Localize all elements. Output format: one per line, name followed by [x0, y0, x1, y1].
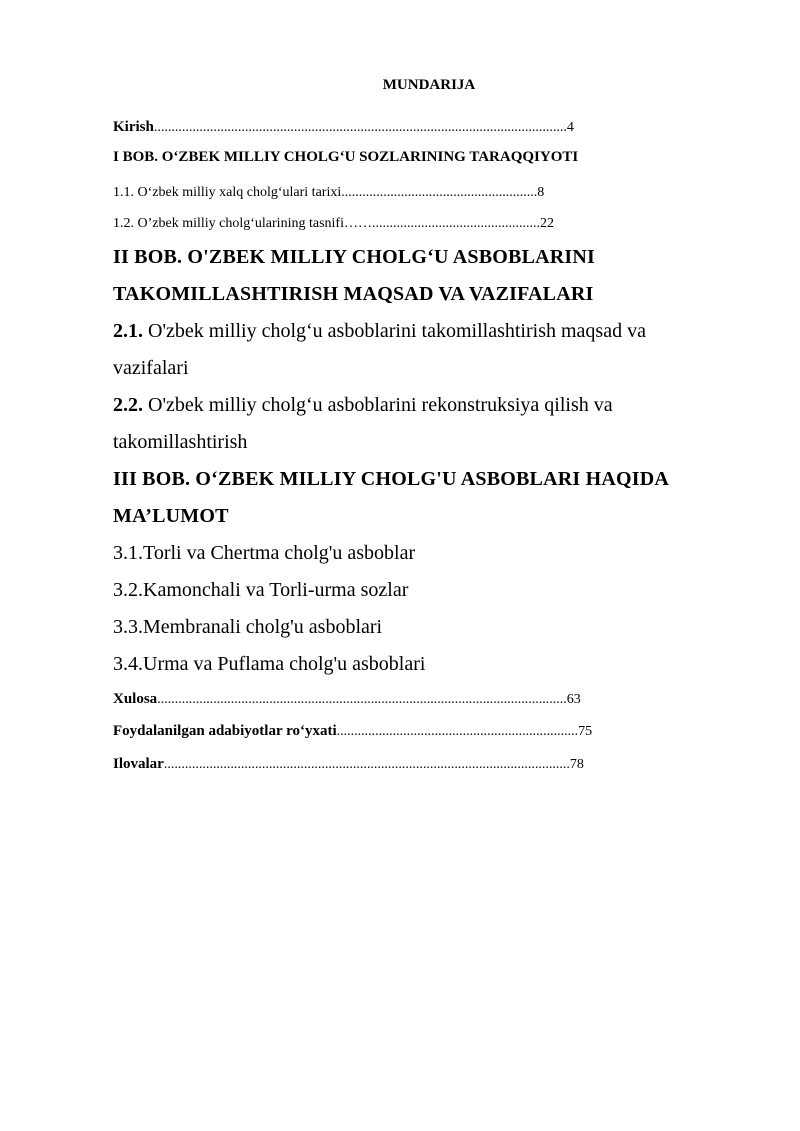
toc-entry-section-2-1-line-2[interactable]: vazifalari: [113, 357, 189, 379]
page-title: MUNDARIJA: [382, 77, 476, 93]
toc-entry-section-3-3[interactable]: 3.3.Membranali cholg'u asboblari: [113, 616, 383, 638]
toc-entry-ilovalar[interactable]: [113, 755, 584, 773]
toc-page-number: 63: [566, 692, 581, 707]
toc-leader-dots: ........................................................: [341, 185, 538, 200]
toc-entry-section-3-1[interactable]: 3.1.Torli va Chertma cholg'u asboblar: [113, 542, 416, 564]
toc-page-number: 75: [578, 724, 593, 739]
toc-section-number: 2.1.: [113, 320, 143, 342]
toc-label: Foydalanilgan adabiyotlar ro‘yxati: [113, 723, 337, 739]
toc-leader-dots: ......................................................................................................................: [153, 120, 567, 135]
toc-page-number: 22: [539, 216, 554, 231]
toc-entry-section-2-2-line-1[interactable]: [113, 394, 613, 417]
toc-entry-chapter-2-line-1[interactable]: II BOB. O'ZBEK MILLIY CHOLG‘U ASBOBLARINI: [113, 246, 596, 268]
toc-leader-dots: .....................................................................................................................: [157, 692, 567, 707]
toc-entry-section-2-1-line-1[interactable]: [113, 320, 646, 343]
toc-entry-kirish[interactable]: [113, 118, 574, 136]
toc-entry-chapter-3-line-2[interactable]: MA’LUMOT: [113, 505, 229, 527]
toc-entry-xulosa[interactable]: [113, 690, 581, 708]
toc-label: 1.1. O‘zbek milliy xalq cholg‘ulari tarixi: [113, 185, 342, 200]
toc-entry-chapter-1[interactable]: I BOB. O‘ZBEK MILLIY CHOLG‘U SOZLARINING TARAQQIYOTI: [113, 149, 579, 165]
toc-page-number: 8: [537, 185, 545, 200]
toc-entry-chapter-3-line-1[interactable]: III BOB. O‘ZBEK MILLIY CHOLG'U ASBOBLARI HAQIDA: [113, 468, 669, 490]
toc-entry-section-1-2[interactable]: [113, 214, 554, 232]
toc-label: O'zbek milliy cholg‘u asboblarini takomillashtirish maqsad va: [143, 320, 646, 342]
toc-leader-dots: ....................................................................................................................: [163, 757, 570, 772]
toc-entry-chapter-2-line-2[interactable]: TAKOMILLASHTIRISH MAQSAD VA VAZIFALARI: [113, 283, 594, 305]
toc-entry-section-3-2[interactable]: 3.2.Kamonchali va Torli-urma sozlar: [113, 579, 409, 601]
toc-label: Kirish: [113, 119, 154, 135]
toc-page-number: 4: [566, 120, 574, 135]
toc-leader-dots: ……................................................: [343, 216, 540, 231]
toc-entry-section-1-1[interactable]: [113, 183, 544, 201]
toc-section-number: 2.2.: [113, 394, 143, 416]
toc-label: O'zbek milliy cholg‘u asboblarini rekonstruksiya qilish va: [143, 394, 613, 416]
toc-page-number: 78: [569, 757, 584, 772]
toc-entry-section-3-4[interactable]: 3.4.Urma va Puflama cholg'u asboblari: [113, 653, 426, 675]
toc-entry-section-2-2-line-2[interactable]: takomillashtirish: [113, 431, 248, 453]
toc-entry-foydalanilgan-adabiyotlar[interactable]: [113, 722, 592, 740]
toc-label: 1.2. O’zbek milliy cholg‘ularining tasnifi: [113, 216, 344, 231]
toc-leader-dots: .....................................................................: [336, 724, 579, 739]
toc-label: Ilovalar: [113, 756, 164, 772]
toc-label: Xulosa: [113, 691, 158, 707]
